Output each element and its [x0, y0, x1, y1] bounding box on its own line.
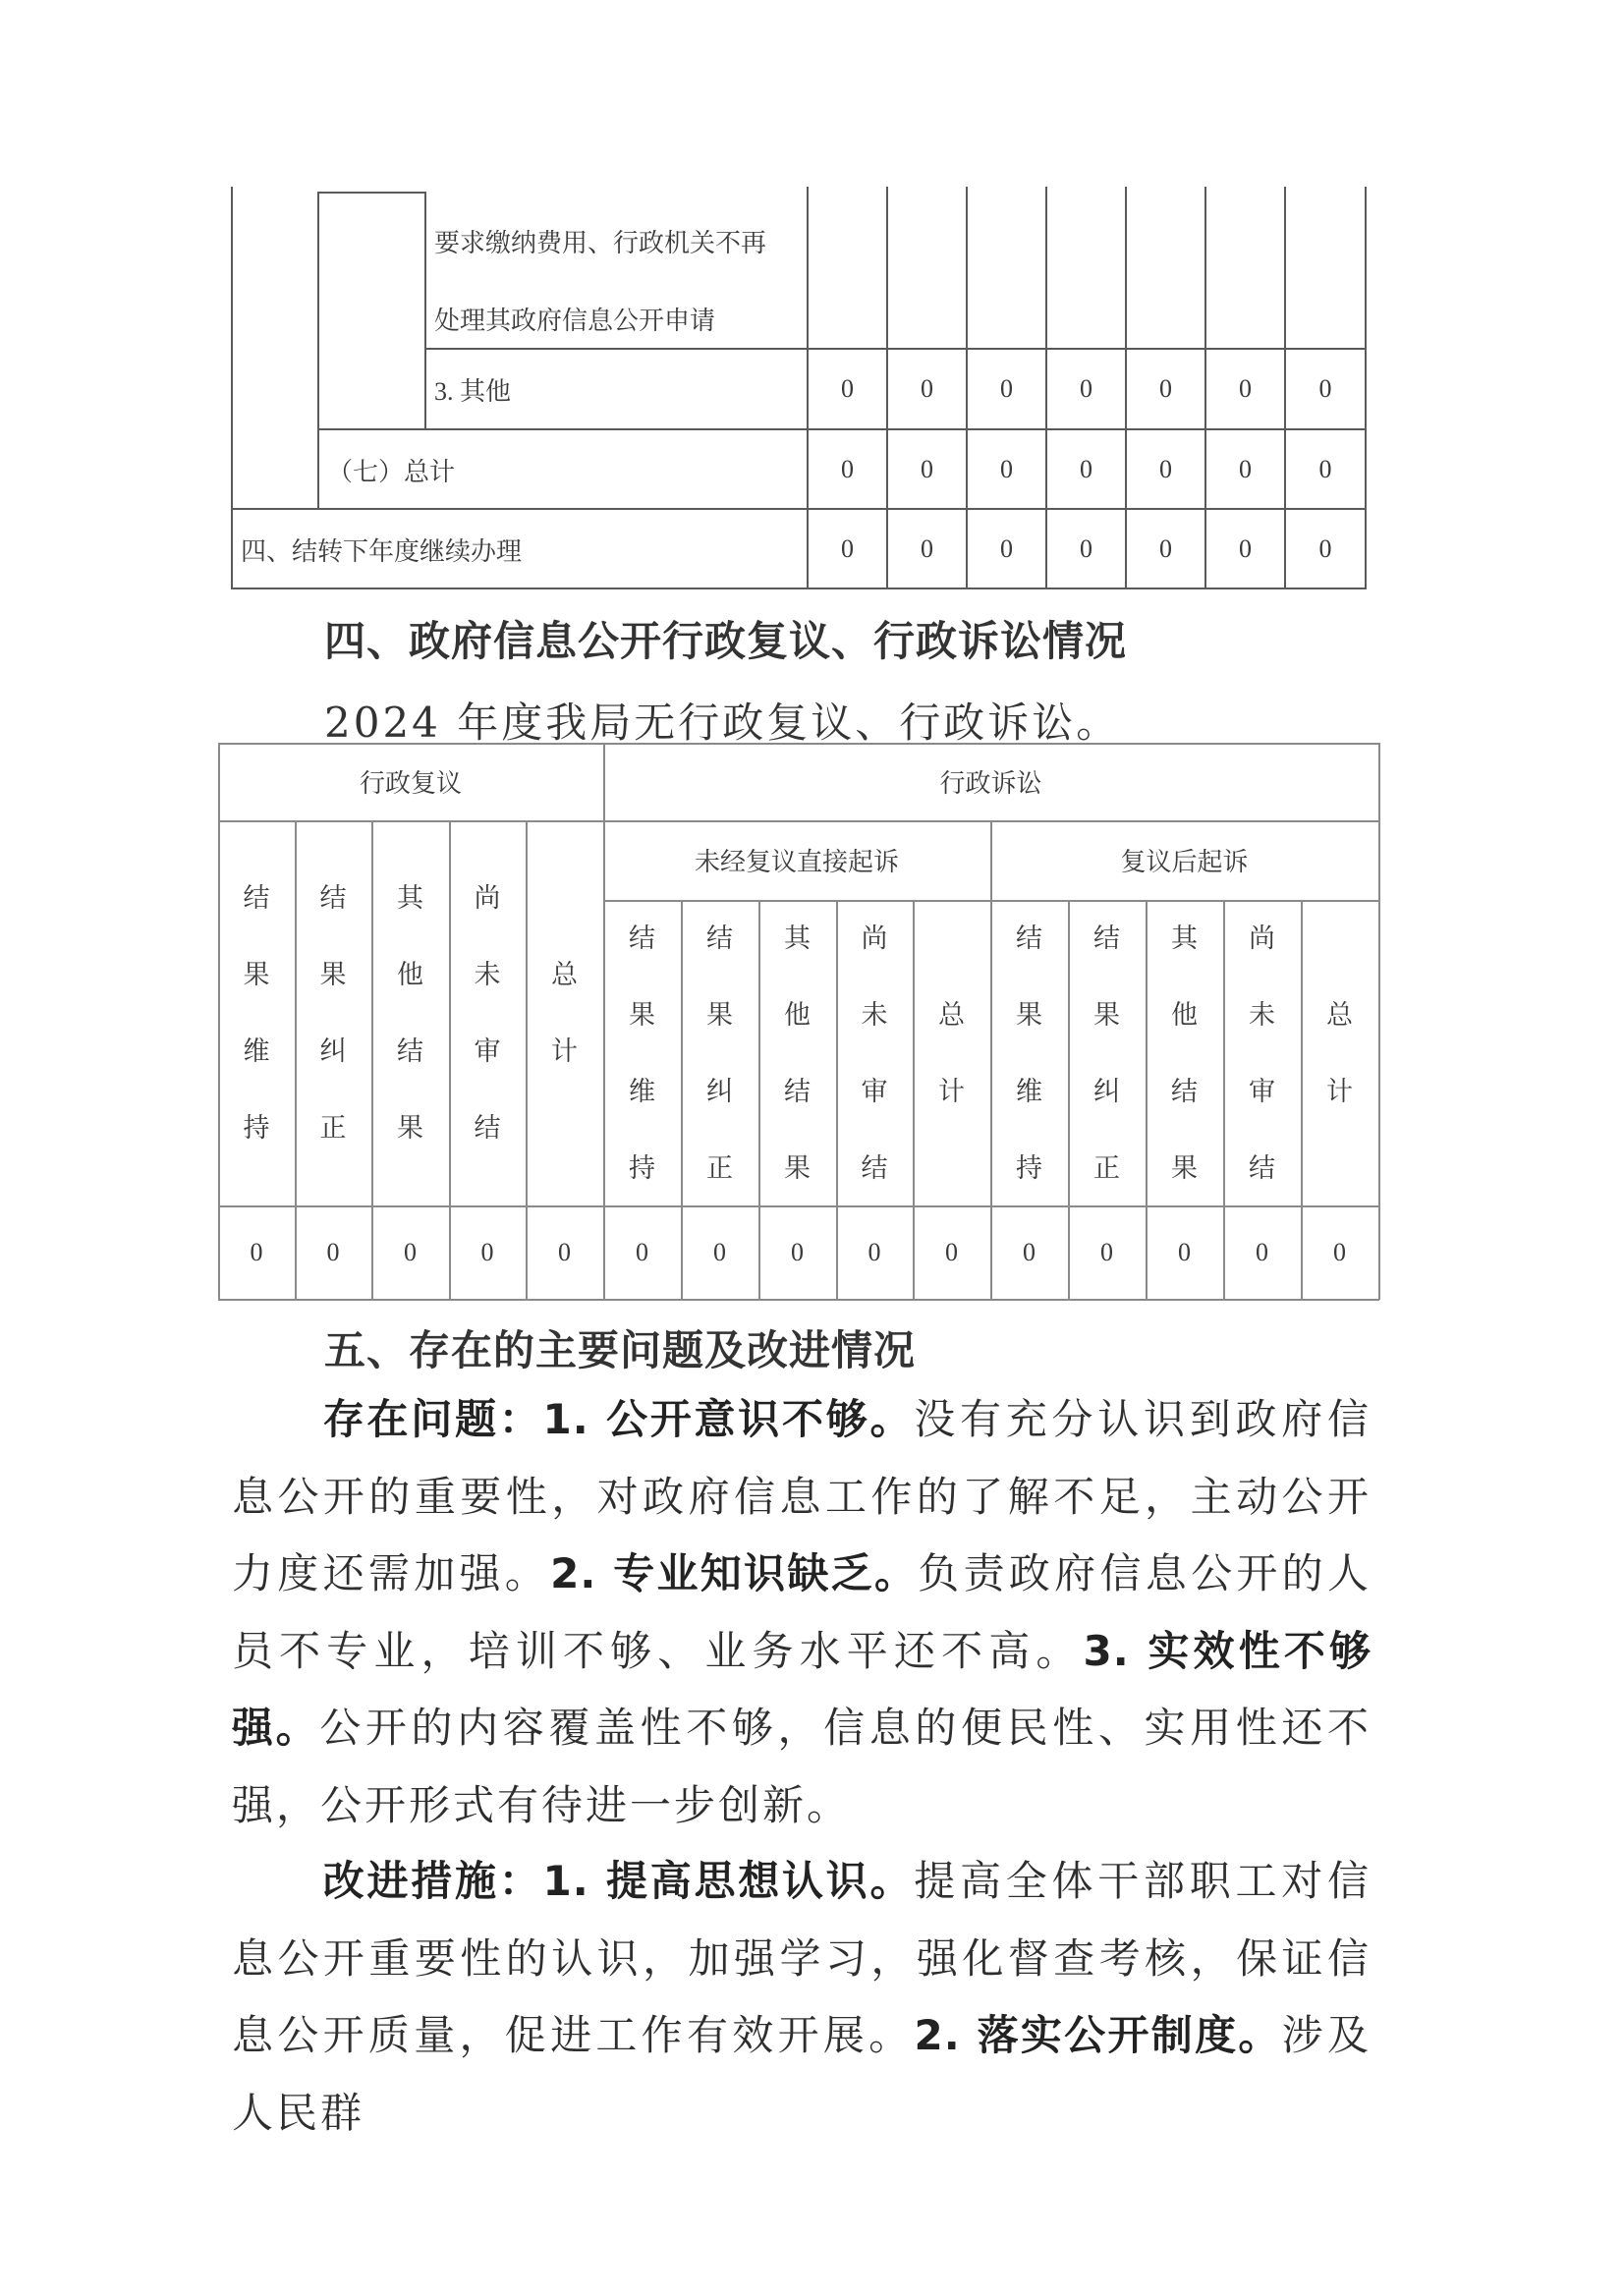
column-header-after-review — [1146, 900, 1223, 1205]
value-cell: 0 — [1178, 1237, 1191, 1266]
column-header-char: 总 — [938, 999, 965, 1030]
table-border — [1365, 187, 1367, 588]
measures-lead: 改进措施： — [321, 1857, 543, 1905]
table-border — [317, 192, 426, 194]
row-label-line: 处理其政府信息公开申请 — [434, 307, 716, 335]
measures-paragraph — [232, 1843, 1372, 2152]
header-admin-review: 行政复议 — [359, 769, 462, 798]
column-header-char: 结 — [1171, 1076, 1198, 1106]
measure-title: 1. 提高思想认识。 — [542, 1857, 915, 1905]
column-header-char: 未 — [1249, 999, 1275, 1030]
column-header-char: 持 — [629, 1152, 655, 1183]
column-header-char: 结 — [629, 923, 655, 953]
column-header-char: 持 — [1016, 1152, 1042, 1183]
value-cell: 0 — [921, 455, 933, 483]
row-label-line: 要求缴纳费用、行政机关不再 — [434, 229, 767, 257]
column-header-char: 结 — [243, 883, 270, 913]
value-cell: 0 — [1000, 374, 1013, 403]
column-header-direct-suit — [681, 900, 758, 1205]
column-header-char: 尚 — [861, 923, 888, 953]
column-header-char: 结 — [861, 1152, 888, 1183]
value-cell: 0 — [480, 1237, 494, 1266]
column-header-char: 未 — [474, 960, 501, 989]
column-header-after-review — [1068, 900, 1146, 1205]
table-border — [231, 187, 233, 588]
header-direct-suit: 未经复议直接起诉 — [694, 848, 899, 876]
column-header-review — [295, 820, 371, 1205]
column-header-char: 结 — [1016, 923, 1042, 953]
value-cell: 0 — [1000, 534, 1013, 563]
value-cell: 0 — [636, 1237, 648, 1266]
column-header-char: 计 — [938, 1076, 965, 1106]
column-header-char: 果 — [784, 1152, 811, 1183]
value-cell: 0 — [868, 1237, 881, 1266]
value-cell: 0 — [1318, 374, 1332, 403]
value-cell: 0 — [1080, 455, 1092, 483]
problem-title: 2. 专业知识缺乏。 — [550, 1549, 919, 1597]
problem-text: 负责政府信息公开的人员不专业，培训不够、业务水平还不高。 — [232, 1549, 1372, 1675]
section-statement: 2024 年度我局无行政复议、行政诉讼。 — [324, 699, 1121, 747]
value-cell: 0 — [791, 1237, 804, 1266]
column-header-char: 正 — [1093, 1152, 1120, 1183]
column-header-char: 纠 — [319, 1036, 347, 1066]
column-header-char: 总 — [1326, 999, 1353, 1030]
section-heading: 四、政府信息公开行政复议、行政诉讼情况 — [324, 617, 1128, 665]
column-header-char: 总 — [551, 960, 578, 989]
problem-title: 3. 实效性不够强。 — [232, 1626, 1372, 1752]
value-cell: 0 — [250, 1237, 263, 1266]
value-cell: 0 — [404, 1237, 417, 1266]
column-header-char: 持 — [243, 1113, 270, 1143]
value-cell: 0 — [1000, 455, 1013, 483]
column-header-char: 结 — [1093, 923, 1120, 953]
value-cell: 0 — [1333, 1237, 1346, 1266]
column-header-review — [449, 820, 526, 1205]
table-border — [424, 192, 426, 429]
value-cell: 0 — [713, 1237, 726, 1266]
value-cell: 0 — [1239, 455, 1252, 483]
column-header-char: 果 — [397, 1113, 423, 1143]
value-cell: 0 — [841, 455, 854, 483]
column-header-char: 纠 — [706, 1076, 733, 1106]
column-header-direct-suit — [603, 900, 681, 1205]
problems-lead: 存在问题： — [321, 1395, 543, 1443]
column-header-char: 结 — [706, 923, 733, 953]
column-header-char: 果 — [1016, 999, 1042, 1030]
column-header-char: 其 — [397, 883, 423, 913]
value-cell: 0 — [326, 1237, 340, 1266]
value-cell: 0 — [1159, 534, 1172, 563]
column-header-review — [526, 820, 603, 1205]
column-header-char: 他 — [1171, 999, 1198, 1030]
column-header-char: 审 — [1249, 1076, 1275, 1106]
header-admin-litigation: 行政诉讼 — [939, 769, 1042, 798]
value-cell: 0 — [1080, 534, 1092, 563]
measure-title: 2. 落实公开制度。 — [914, 2011, 1282, 2059]
table-border — [317, 192, 319, 510]
column-header-char: 果 — [1093, 999, 1120, 1030]
value-cell: 0 — [558, 1237, 571, 1266]
column-header-char: 维 — [629, 1076, 655, 1106]
value-cell: 0 — [921, 534, 933, 563]
value-cell: 0 — [1239, 374, 1252, 403]
column-header-char: 正 — [706, 1152, 733, 1183]
column-header-char: 果 — [706, 999, 733, 1030]
column-header-char: 结 — [1249, 1152, 1275, 1183]
column-header-after-review — [1223, 900, 1301, 1205]
column-header-after-review — [1301, 900, 1378, 1205]
column-header-char: 果 — [319, 960, 347, 989]
column-header-char: 果 — [1171, 1152, 1198, 1183]
column-header-char: 结 — [397, 1036, 423, 1066]
row-label: （七）总计 — [327, 457, 456, 486]
column-header-char: 其 — [1171, 923, 1198, 953]
header-suit-after-review: 复议后起诉 — [1120, 848, 1249, 876]
column-header-char: 维 — [243, 1036, 270, 1066]
column-header-char: 结 — [319, 883, 347, 913]
value-cell: 0 — [921, 374, 933, 403]
column-header-char: 果 — [629, 999, 655, 1030]
column-header-char: 审 — [474, 1036, 501, 1066]
section-heading: 五、存在的主要问题及改进情况 — [324, 1326, 917, 1374]
value-cell: 0 — [1159, 374, 1172, 403]
problem-text: 没有充分认识到政府信息公开的重要性，对政府信息工作的了解不足，主动公开力度还需加强。 — [232, 1395, 1372, 1597]
column-header-direct-suit — [758, 900, 836, 1205]
value-cell: 0 — [1159, 455, 1172, 483]
column-header-char: 其 — [784, 923, 811, 953]
value-cell: 0 — [1318, 534, 1332, 563]
column-header-char: 他 — [784, 999, 811, 1030]
value-cell: 0 — [1256, 1237, 1268, 1266]
column-header-char: 维 — [1016, 1076, 1042, 1106]
column-header-direct-suit — [913, 900, 990, 1205]
column-header-review — [218, 820, 295, 1205]
column-header-char: 结 — [474, 1113, 501, 1143]
value-cell: 0 — [945, 1237, 958, 1266]
row-label: 四、结转下年度继续办理 — [241, 536, 523, 566]
measure-text: 提高全体干部职工对信息公开重要性的认识，加强学习，强化督查考核，保证信息公开质量，促进工作有效开展。 — [232, 1857, 1372, 2059]
column-header-char: 未 — [861, 999, 888, 1030]
column-header-char: 纠 — [1093, 1076, 1120, 1106]
column-header-after-review — [990, 900, 1068, 1205]
value-cell: 0 — [1100, 1237, 1113, 1266]
value-cell: 0 — [841, 374, 854, 403]
value-cell: 0 — [841, 534, 854, 563]
column-header-char: 尚 — [1249, 923, 1275, 953]
column-header-char: 结 — [784, 1076, 811, 1106]
column-header-direct-suit — [836, 900, 913, 1205]
row-label: 3. 其他 — [434, 376, 512, 406]
value-cell: 0 — [1080, 374, 1092, 403]
column-header-char: 尚 — [474, 883, 501, 913]
problem-text: 公开的内容覆盖性不够，信息的便民性、实用性还不强，公开形式有待进一步创新。 — [232, 1704, 1372, 1829]
column-header-review — [371, 820, 449, 1205]
table-border — [1378, 743, 1380, 1300]
column-header-char: 计 — [551, 1036, 578, 1066]
column-header-char: 正 — [319, 1113, 347, 1143]
value-cell: 0 — [1023, 1237, 1036, 1266]
value-cell: 0 — [1239, 534, 1252, 563]
column-header-char: 他 — [397, 960, 423, 989]
table-border — [218, 1299, 1379, 1301]
problems-paragraph — [232, 1381, 1372, 1844]
problem-title: 1. 公开意识不够。 — [542, 1395, 915, 1443]
column-header-char: 计 — [1326, 1076, 1353, 1106]
value-cell: 0 — [1318, 455, 1332, 483]
measure-text: 涉及人民群 — [232, 2011, 1372, 2137]
column-header-char: 果 — [243, 960, 270, 989]
column-header-char: 审 — [861, 1076, 888, 1106]
